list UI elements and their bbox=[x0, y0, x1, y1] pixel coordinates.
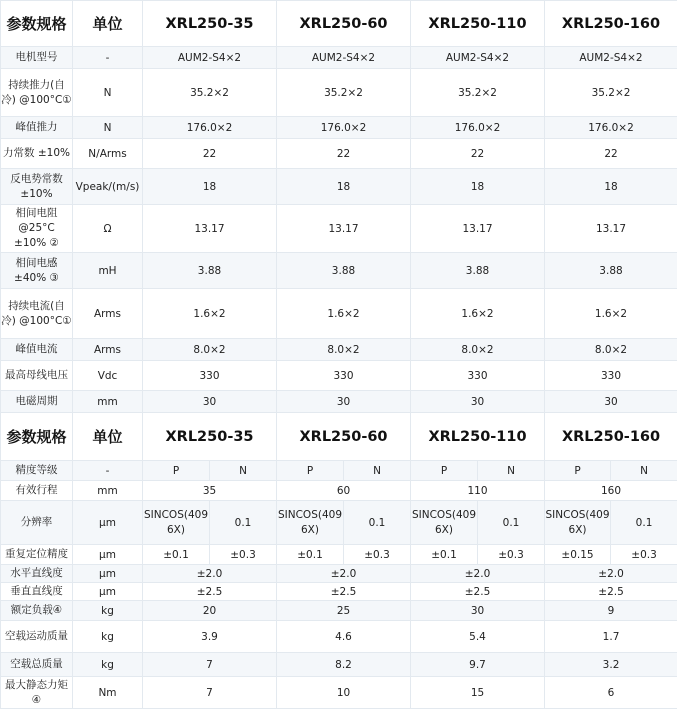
cell-value: ±2.0 bbox=[277, 565, 411, 583]
cell-value: ±0.15 bbox=[545, 545, 611, 565]
cell-value: 176.0×2 bbox=[411, 117, 545, 139]
cell-value: 330 bbox=[545, 361, 677, 391]
cell-value: 22 bbox=[277, 139, 411, 169]
cell-value: ±0.1 bbox=[411, 545, 478, 565]
grade-n: N bbox=[210, 461, 277, 481]
cell-value: 330 bbox=[143, 361, 277, 391]
cell-value: 10 bbox=[277, 677, 411, 709]
row-label: 额定负载④ bbox=[1, 601, 73, 621]
cell-value: 18 bbox=[411, 169, 545, 205]
row-label: 峰值电流 bbox=[1, 339, 73, 361]
row-unit: kg bbox=[73, 653, 143, 677]
table-header bbox=[1, 413, 677, 461]
cell-value: 13.17 bbox=[277, 205, 411, 253]
cell-value: 1.6×2 bbox=[545, 289, 677, 339]
cell-value: 8.0×2 bbox=[277, 339, 411, 361]
table-row bbox=[1, 653, 677, 677]
cell-value: ±0.3 bbox=[210, 545, 277, 565]
cell-value: 30 bbox=[411, 391, 545, 413]
cell-value: 35.2×2 bbox=[277, 69, 411, 117]
header-unit: 单位 bbox=[73, 413, 143, 461]
table-row bbox=[1, 391, 677, 413]
cell-value: ±0.3 bbox=[478, 545, 545, 565]
cell-value: 3.9 bbox=[143, 621, 277, 653]
resolution-n: 0.1 bbox=[344, 501, 411, 545]
table-row bbox=[1, 69, 677, 117]
resolution-n: 0.1 bbox=[611, 501, 677, 545]
cell-value: 176.0×2 bbox=[545, 117, 677, 139]
resolution-n: 0.1 bbox=[478, 501, 545, 545]
row-unit: Ω bbox=[73, 205, 143, 253]
cell-value: AUM2-S4×2 bbox=[545, 47, 677, 69]
cell-value: 8.0×2 bbox=[411, 339, 545, 361]
cell-value: 3.2 bbox=[545, 653, 677, 677]
cell-value: 22 bbox=[143, 139, 277, 169]
table-row bbox=[1, 47, 677, 69]
table-row bbox=[1, 501, 677, 545]
row-unit: N/Arms bbox=[73, 139, 143, 169]
grade-n: N bbox=[344, 461, 411, 481]
header-model: XRL250-160 bbox=[545, 413, 677, 461]
resolution-p: SINCOS(4096X) bbox=[411, 501, 478, 545]
table-row bbox=[1, 461, 677, 481]
resolution-n: 0.1 bbox=[210, 501, 277, 545]
table-row bbox=[1, 545, 677, 565]
row-label: 空载总质量 bbox=[1, 653, 73, 677]
table-row bbox=[1, 253, 677, 289]
header-model: XRL250-35 bbox=[143, 1, 277, 47]
table-row bbox=[1, 601, 677, 621]
table-row bbox=[1, 361, 677, 391]
cell-value: 35 bbox=[143, 481, 277, 501]
row-label: 空载运动质量 bbox=[1, 621, 73, 653]
header-unit: 单位 bbox=[73, 1, 143, 47]
grade-n: N bbox=[478, 461, 545, 481]
cell-value: 1.6×2 bbox=[411, 289, 545, 339]
cell-value: 18 bbox=[143, 169, 277, 205]
grade-p: P bbox=[545, 461, 611, 481]
cell-value: 13.17 bbox=[545, 205, 677, 253]
row-unit: kg bbox=[73, 621, 143, 653]
resolution-p: SINCOS(4096X) bbox=[545, 501, 611, 545]
table-row bbox=[1, 289, 677, 339]
cell-value: ±2.0 bbox=[545, 565, 677, 583]
table-row bbox=[1, 621, 677, 653]
cell-value: 18 bbox=[277, 169, 411, 205]
header-model: XRL250-60 bbox=[277, 413, 411, 461]
cell-value: 35.2×2 bbox=[411, 69, 545, 117]
row-unit: N bbox=[73, 69, 143, 117]
cell-value: 1.6×2 bbox=[143, 289, 277, 339]
row-label: 垂直直线度 bbox=[1, 583, 73, 601]
cell-value: 160 bbox=[545, 481, 677, 501]
row-label: 有效行程 bbox=[1, 481, 73, 501]
row-unit: - bbox=[73, 47, 143, 69]
header-model: XRL250-160 bbox=[545, 1, 677, 47]
cell-value: ±0.1 bbox=[277, 545, 344, 565]
row-label: 最高母线电压 bbox=[1, 361, 73, 391]
stage-spec-table bbox=[0, 412, 677, 709]
cell-value: ±0.3 bbox=[344, 545, 411, 565]
cell-value: 8.0×2 bbox=[143, 339, 277, 361]
cell-value: 3.88 bbox=[545, 253, 677, 289]
grade-p: P bbox=[277, 461, 344, 481]
row-unit: kg bbox=[73, 601, 143, 621]
cell-value: 110 bbox=[411, 481, 545, 501]
cell-value: 8.2 bbox=[277, 653, 411, 677]
row-unit: - bbox=[73, 461, 143, 481]
row-label: 持续电流(自冷) @100°C① bbox=[1, 289, 73, 339]
row-unit: mm bbox=[73, 481, 143, 501]
grade-p: P bbox=[143, 461, 210, 481]
cell-value: 15 bbox=[411, 677, 545, 709]
table-row bbox=[1, 677, 677, 709]
row-label: 相间电感 ±40% ③ bbox=[1, 253, 73, 289]
row-unit: μm bbox=[73, 545, 143, 565]
cell-value: 1.6×2 bbox=[277, 289, 411, 339]
cell-value: 30 bbox=[143, 391, 277, 413]
row-unit: Arms bbox=[73, 339, 143, 361]
row-unit: Nm bbox=[73, 677, 143, 709]
cell-value: 3.88 bbox=[277, 253, 411, 289]
cell-value: 20 bbox=[143, 601, 277, 621]
cell-value: 18 bbox=[545, 169, 677, 205]
row-label: 重复定位精度 bbox=[1, 545, 73, 565]
row-label: 精度等级 bbox=[1, 461, 73, 481]
header-model: XRL250-60 bbox=[277, 1, 411, 47]
table-row bbox=[1, 139, 677, 169]
row-label: 分辨率 bbox=[1, 501, 73, 545]
row-label: 峰值推力 bbox=[1, 117, 73, 139]
grade-n: N bbox=[611, 461, 677, 481]
cell-value: 3.88 bbox=[143, 253, 277, 289]
cell-value: 4.6 bbox=[277, 621, 411, 653]
cell-value: 30 bbox=[277, 391, 411, 413]
cell-value: ±2.0 bbox=[143, 565, 277, 583]
cell-value: ±0.3 bbox=[611, 545, 677, 565]
cell-value: 7 bbox=[143, 677, 277, 709]
cell-value: 30 bbox=[411, 601, 545, 621]
cell-value: ±2.5 bbox=[143, 583, 277, 601]
cell-value: 7 bbox=[143, 653, 277, 677]
cell-value: 30 bbox=[545, 391, 677, 413]
cell-value: ±0.1 bbox=[143, 545, 210, 565]
cell-value: 13.17 bbox=[143, 205, 277, 253]
cell-value: 13.17 bbox=[411, 205, 545, 253]
row-label: 反电势常数 ±10% bbox=[1, 169, 73, 205]
header-spec: 参数规格 bbox=[1, 413, 73, 461]
cell-value: ±2.5 bbox=[277, 583, 411, 601]
cell-value: 60 bbox=[277, 481, 411, 501]
cell-value: 5.4 bbox=[411, 621, 545, 653]
row-unit: mH bbox=[73, 253, 143, 289]
header-model: XRL250-35 bbox=[143, 413, 277, 461]
table-row bbox=[1, 583, 677, 601]
row-label: 持续推力(自冷) @100°C① bbox=[1, 69, 73, 117]
cell-value: ±2.5 bbox=[411, 583, 545, 601]
cell-value: 1.7 bbox=[545, 621, 677, 653]
row-label: 最大静态力矩 ④ bbox=[1, 677, 73, 709]
header-model: XRL250-110 bbox=[411, 1, 545, 47]
table-header bbox=[1, 1, 677, 47]
table-row bbox=[1, 117, 677, 139]
row-label: 力常数 ±10% bbox=[1, 139, 73, 169]
header-model: XRL250-110 bbox=[411, 413, 545, 461]
cell-value: 25 bbox=[277, 601, 411, 621]
cell-value: 176.0×2 bbox=[277, 117, 411, 139]
cell-value: 35.2×2 bbox=[143, 69, 277, 117]
cell-value: 22 bbox=[411, 139, 545, 169]
cell-value: 8.0×2 bbox=[545, 339, 677, 361]
table-row bbox=[1, 169, 677, 205]
row-unit: Vdc bbox=[73, 361, 143, 391]
cell-value: 6 bbox=[545, 677, 677, 709]
row-label: 电磁周期 bbox=[1, 391, 73, 413]
cell-value: 9.7 bbox=[411, 653, 545, 677]
cell-value: 9 bbox=[545, 601, 677, 621]
row-label: 相间电阻 @25°C ±10% ② bbox=[1, 205, 73, 253]
row-label: 电机型号 bbox=[1, 47, 73, 69]
cell-value: ±2.0 bbox=[411, 565, 545, 583]
cell-value: 35.2×2 bbox=[545, 69, 677, 117]
cell-value: 330 bbox=[277, 361, 411, 391]
cell-value: AUM2-S4×2 bbox=[277, 47, 411, 69]
resolution-p: SINCOS(4096X) bbox=[143, 501, 210, 545]
row-unit: μm bbox=[73, 501, 143, 545]
cell-value: 3.88 bbox=[411, 253, 545, 289]
row-unit: mm bbox=[73, 391, 143, 413]
header-spec: 参数规格 bbox=[1, 1, 73, 47]
cell-value: ±2.5 bbox=[545, 583, 677, 601]
table-row bbox=[1, 565, 677, 583]
cell-value: 330 bbox=[411, 361, 545, 391]
row-label: 水平直线度 bbox=[1, 565, 73, 583]
grade-p: P bbox=[411, 461, 478, 481]
resolution-p: SINCOS(4096X) bbox=[277, 501, 344, 545]
cell-value: 176.0×2 bbox=[143, 117, 277, 139]
row-unit: Arms bbox=[73, 289, 143, 339]
cell-value: AUM2-S4×2 bbox=[143, 47, 277, 69]
cell-value: AUM2-S4×2 bbox=[411, 47, 545, 69]
table-row bbox=[1, 481, 677, 501]
row-unit: Vpeak/(m/s) bbox=[73, 169, 143, 205]
table-row bbox=[1, 205, 677, 253]
cell-value: 22 bbox=[545, 139, 677, 169]
row-unit: N bbox=[73, 117, 143, 139]
row-unit: μm bbox=[73, 583, 143, 601]
row-unit: μm bbox=[73, 565, 143, 583]
table-row bbox=[1, 339, 677, 361]
